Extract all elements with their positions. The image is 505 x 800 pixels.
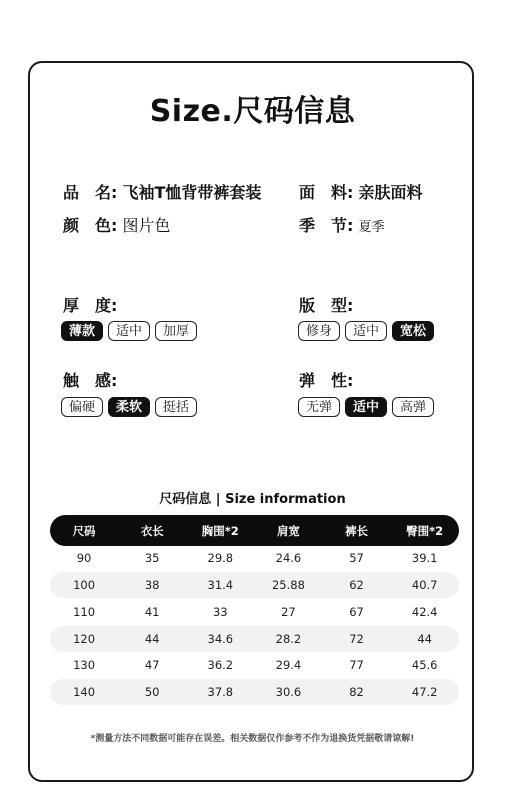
table-cell: 62 [349, 578, 364, 592]
table-cell: 67 [349, 605, 364, 619]
table-cell: 42.4 [411, 605, 438, 619]
fabric-row [299, 180, 423, 203]
thickness-label: 厚 度: [63, 296, 118, 315]
table-cell: 38 [144, 578, 160, 592]
table-cell: 130 [73, 658, 96, 672]
elasticity-label: 弹 性: [299, 371, 354, 390]
thickness-option: 薄款 [61, 321, 103, 341]
table-cell: 100 [73, 578, 96, 592]
touch-option: 偏硬 [61, 397, 103, 417]
disclaimer-note: *测量方法不同数据可能存在误差。相关数据仅作参考不作为退换货凭据敬请谅解! [90, 734, 415, 744]
table-cell: 25.88 [271, 578, 305, 592]
table-cell: 28.2 [275, 632, 302, 646]
product-name-value: 飞袖T恤背带裤套装 [122, 183, 262, 202]
touch-option: 挺括 [155, 397, 197, 417]
table-cell: 50 [144, 685, 160, 699]
table-cell: 41 [144, 605, 160, 619]
fit-options [298, 321, 434, 341]
table-cell: 24.6 [275, 551, 302, 565]
touch-options [61, 397, 197, 417]
fit-option: 适中 [345, 321, 387, 341]
table-cell: 77 [349, 658, 364, 672]
touch-label: 触 感: [63, 371, 118, 390]
fit-option: 宽松 [392, 321, 434, 341]
size-table-header [50, 515, 459, 546]
table-cell: 34.6 [207, 632, 234, 646]
header-cell: 胸围*2 [201, 523, 239, 538]
table-cell: 72 [349, 632, 364, 646]
color-value: 图片色 [122, 216, 171, 235]
table-cell: 29.8 [207, 551, 234, 565]
header-cell: 肩宽 [276, 523, 300, 538]
elasticity-option: 无弹 [298, 397, 340, 417]
product-name-row [63, 180, 261, 203]
table-cell: 90 [76, 551, 92, 565]
season-key: 季 节: [299, 216, 354, 235]
table-cell: 44 [144, 632, 160, 646]
size-table-title: 尺码信息 | Size information [159, 492, 346, 507]
table-row [50, 599, 459, 625]
table-row [50, 652, 459, 678]
table-cell: 47.2 [411, 685, 438, 699]
table-cell: 39.1 [411, 551, 438, 565]
table-cell: 40.7 [411, 578, 438, 592]
thickness-option: 适中 [108, 321, 150, 341]
table-cell: 44 [417, 632, 432, 646]
table-row [50, 679, 459, 705]
elasticity-options [298, 397, 434, 417]
header-cell: 衣长 [140, 523, 164, 538]
table-cell: 36.2 [207, 658, 234, 672]
color-row [63, 213, 171, 236]
product-name-key: 品 名: [63, 183, 118, 202]
table-row [50, 626, 459, 652]
header-cell: 裤长 [345, 523, 369, 538]
elasticity-option: 适中 [345, 397, 387, 417]
table-row [50, 545, 459, 571]
table-cell: 35 [144, 551, 160, 565]
table-cell: 110 [73, 605, 96, 619]
elasticity-option: 高弹 [392, 397, 434, 417]
touch-option: 柔软 [108, 397, 150, 417]
page-title: Size.尺码信息 [149, 94, 356, 129]
table-cell: 37.8 [207, 685, 234, 699]
table-cell: 82 [349, 685, 364, 699]
header-cell: 臀围*2 [406, 523, 444, 538]
table-cell: 30.6 [275, 685, 302, 699]
table-cell: 57 [349, 551, 364, 565]
table-cell: 31.4 [207, 578, 234, 592]
thickness-options [61, 321, 197, 341]
season-row [299, 213, 385, 236]
table-cell: 27 [281, 605, 296, 619]
fit-label: 版 型: [299, 296, 354, 315]
table-cell: 33 [212, 605, 228, 619]
table-cell: 140 [73, 685, 96, 699]
color-key: 颜 色: [63, 216, 118, 235]
fabric-key: 面 料: [299, 183, 354, 202]
fabric-value: 亲肤面料 [358, 183, 423, 202]
season-value: 夏季 [358, 220, 385, 235]
table-cell: 29.4 [275, 658, 302, 672]
fit-option: 修身 [298, 321, 340, 341]
table-cell: 45.6 [411, 658, 438, 672]
table-cell: 47 [144, 658, 160, 672]
table-row [50, 572, 459, 598]
table-cell: 120 [73, 632, 96, 646]
header-cell: 尺码 [72, 523, 96, 538]
thickness-option: 加厚 [155, 321, 197, 341]
